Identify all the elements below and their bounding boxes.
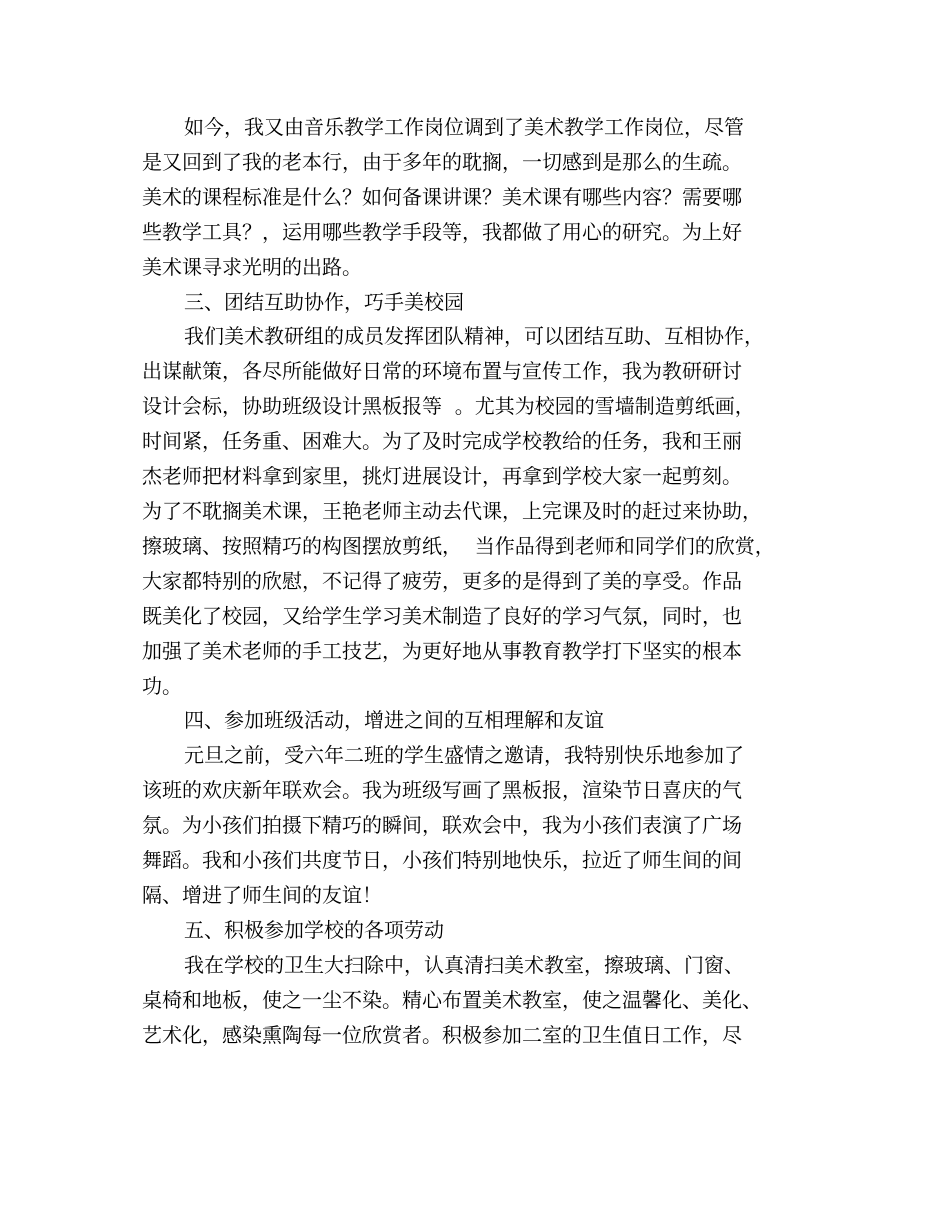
text-line: 时间紧，任务重、困难大。为了及时完成学校教给的任务，我和王丽: [142, 429, 742, 454]
text-line: 擦玻璃、按照精巧的构图摆放剪纸， 当作品得到老师和同学们的欣赏，: [142, 533, 775, 558]
text-line: 为了不耽搁美术课，王艳老师主动去代课，上完课及时的赶过来协助，: [142, 498, 762, 523]
text-line: 功。: [142, 673, 182, 698]
text-line: 我们美术教研组的成员发挥团队精神，可以团结互助、互相协作，: [184, 324, 764, 349]
text-line: 美术的课程标准是什么？如何备课讲课？美术课有哪些内容？需要哪: [142, 184, 742, 209]
text-line: 大家都特别的欣慰，不记得了疲劳，更多的是得到了美的享受。作品: [142, 568, 742, 593]
text-line: 些教学工具？，运用哪些教学手段等，我都做了用心的研究。为上好: [142, 219, 742, 244]
text-line: 四、参加班级活动，增进之间的互相理解和友谊: [184, 708, 604, 733]
text-line: 元旦之前，受六年二班的学生盛情之邀请，我特别快乐地参加了: [184, 743, 744, 768]
text-line: 美术课寻求光明的出路。: [142, 254, 362, 279]
text-line: 舞蹈。我和小孩们共度节日，小孩们特别地快乐，拉近了师生间的间: [142, 848, 742, 873]
text-line: 隔、增进了师生间的友谊！: [142, 882, 382, 907]
text-line: 是又回到了我的老本行，由于多年的耽搁，一切感到是那么的生疏。: [142, 149, 742, 174]
text-line: 五、积极参加学校的各项劳动: [184, 917, 444, 942]
text-line: 出谋献策，各尽所能做好日常的环境布置与宣传工作，我为教研研讨: [142, 359, 742, 384]
text-line: 桌椅和地板，使之一尘不染。精心布置美术教室，使之温馨化、美化、: [142, 987, 762, 1012]
text-line: 氛。为小孩们拍摄下精巧的瞬间，联欢会中，我为小孩们表演了广场: [142, 813, 742, 838]
text-line: 加强了美术老师的手工技艺，为更好地从事教育教学打下坚实的根本: [142, 638, 742, 663]
text-line: 该班的欢庆新年联欢会。我为班级写画了黑板报，渲染节日喜庆的气: [142, 778, 742, 803]
text-line: 我在学校的卫生大扫除中，认真清扫美术教室，擦玻璃、门窗、: [184, 952, 744, 977]
document-body: [142, 110, 842, 1052]
text-line: 设计会标，协助班级设计黑板报等 。尤其为校园的雪墙制造剪纸画，: [142, 394, 755, 419]
text-line: 艺术化，感染熏陶每一位欣赏者。积极参加二室的卫生值日工作，尽: [142, 1022, 742, 1047]
text-line: 既美化了校园，又给学生学习美术制造了良好的学习气氛，同时，也: [142, 603, 742, 628]
text-line: 三、团结互助协作，巧手美校园: [184, 289, 464, 314]
text-line: 杰老师把材料拿到家里，挑灯进展设计，再拿到学校大家一起剪刻。: [142, 464, 742, 489]
text-line: 如今，我又由音乐教学工作岗位调到了美术教学工作岗位，尽管: [184, 115, 744, 139]
